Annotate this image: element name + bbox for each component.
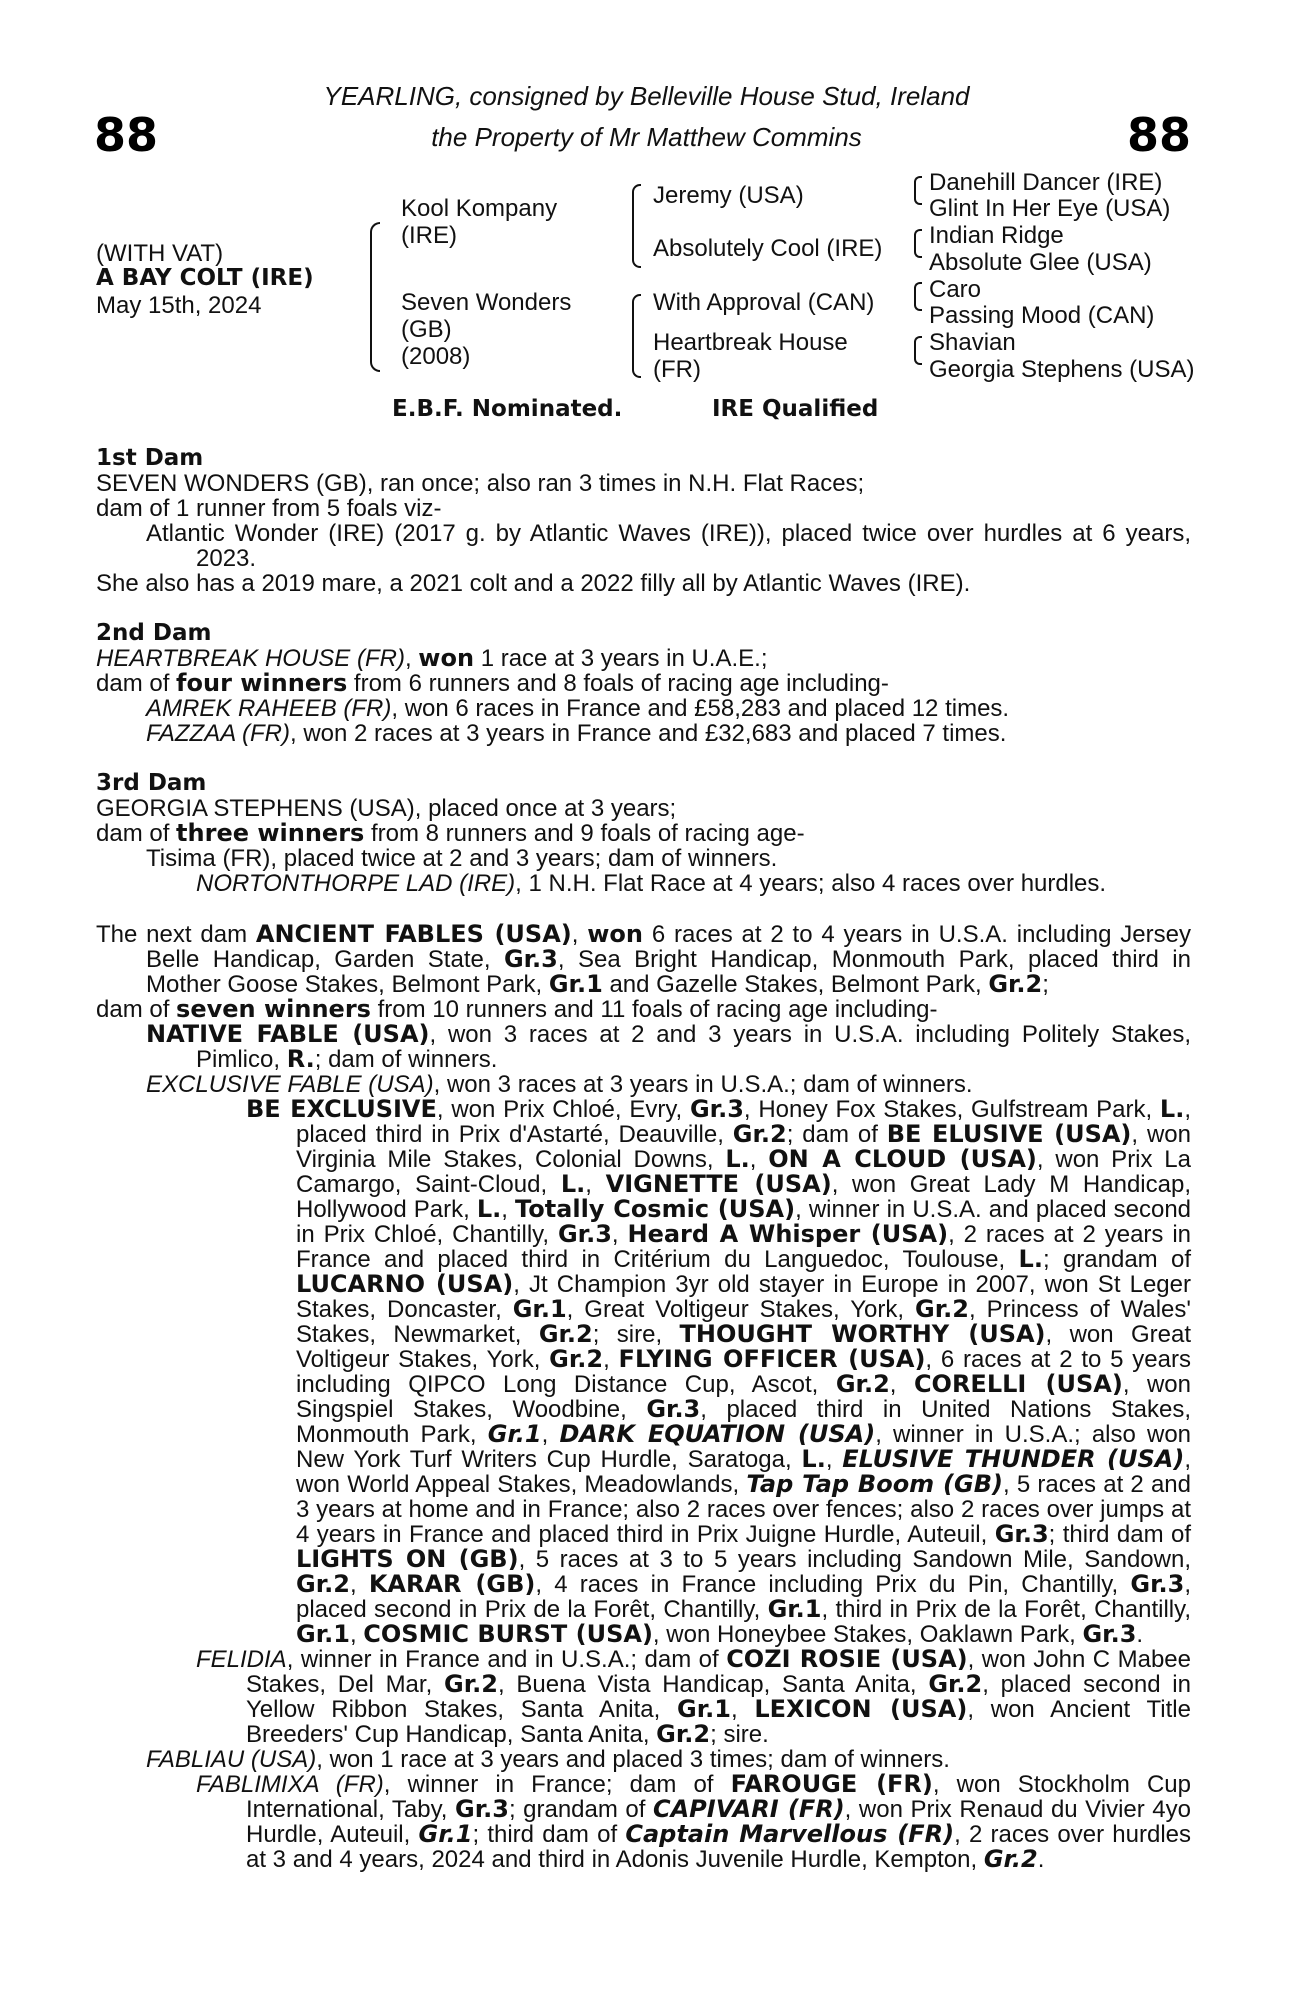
pedigree-g7: Shavian	[929, 329, 1016, 356]
felidia-paragraph: FELIDIA, winner in France and in U.S.A.; dam of COZI ROSIE (USA), won John C Mabee Stakes, Del Mar, Gr.2, Buena Vista Handicap, Santa Anita, Gr.2, placed second in Yellow Ribbon Stakes, Santa Anita, Gr.1, LEXICON (USA), won Ancient Title Breeders' Cup Handicap, Santa Anita, Gr.2; sire.	[196, 1645, 1191, 1748]
dam2-progeny: AMREK RAHEEB (FR), won 6 races in France and £58,283 and placed 12 times.	[146, 695, 1010, 722]
dam1-line: dam of 1 runner from 5 foals viz-	[96, 495, 442, 522]
dam2-line: dam of four winners from 6 runners and 8 foals of racing age including-	[96, 669, 889, 697]
pedigree-brace-g4	[914, 336, 922, 365]
dam3-heading: 3rd Dam	[96, 770, 207, 796]
dam2-line: HEARTBREAK HOUSE (FR), won 1 race at 3 years in U.A.E.;	[96, 644, 768, 672]
pedigree-sire-dam: Absolutely Cool (IRE)	[653, 235, 883, 262]
next-dam-progeny: EXCLUSIVE FABLE (USA), won 3 races at 3 years in U.S.A.; dam of winners.	[146, 1071, 973, 1098]
next-dam-intro: The next dam ANCIENT FABLES (USA), won 6 races at 2 to 4 years in U.S.A. including Jersey Belle Handicap, Garden State, Gr.3, Sea Bright Handicap, Monmouth Park, placed third in Mother Goose Stakes, Belmont Park, Gr.1 and Gazelle Stakes, Belmont Park, Gr.2;	[96, 920, 1191, 998]
dam1-heading: 1st Dam	[96, 445, 204, 471]
pedigree-brace-g2	[914, 229, 922, 258]
dam1-progeny: Atlantic Wonder (IRE) (2017 g. by Atlantic Waves (IRE)), placed twice over hurdles at 6 years, 2023.	[146, 520, 1191, 572]
catalogue-body	[96, 446, 1191, 1872]
dam3-line: GEORGIA STEPHENS (USA), placed once at 3 years;	[96, 795, 677, 822]
dam2-progeny: FAZZAA (FR), won 2 races at 3 years in France and £32,683 and placed 7 times.	[146, 720, 1007, 747]
pedigree-dam-sire: With Approval (CAN)	[653, 289, 875, 316]
pedigree-g8: Georgia Stephens (USA)	[929, 356, 1195, 383]
pedigree-brace-g1	[914, 176, 922, 205]
property-line: the Property of Mr Matthew Commins	[431, 122, 862, 152]
foaling-date: May 15th, 2024	[96, 292, 262, 319]
consignor-line: YEARLING, consigned by Belleville House Stud, Ireland	[323, 81, 970, 111]
next-dam-line: dam of seven winners from 10 runners and 11 foals of racing age including-	[96, 995, 938, 1023]
dam3-progeny: Tisima (FR), placed twice at 2 and 3 years; dam of winners.	[146, 845, 778, 872]
dam2-heading: 2nd Dam	[96, 620, 212, 646]
be-exclusive-paragraph: BE EXCLUSIVE, won Prix Chloé, Evry, Gr.3, Honey Fox Stakes, Gulfstream Park, L., placed third in Prix d'Astarté, Deauville, Gr.2; dam of BE ELUSIVE (USA), won Virginia Mile Stakes, Colonial Downs, L., ON A CLOUD (USA), won Prix La Camargo, Saint-Cloud, L., VIGNETTE (USA), won Great Lady M Handicap, Hollywood Park, L., Totally Cosmic (USA), winner in U.S.A. and placed second in Prix Chloé, Chantilly, Gr.3, Heard A Whisper (USA), 2 races at 2 years in France and placed third in Critérium du Languedoc, Toulouse, L.; grandam of LUCARNO (USA), Jt Champion 3yr old stayer in Europe in 2007, won St Leger Stakes, Doncaster, Gr.1, Great Voltigeur Stakes, York, Gr.2, Princess of Wales' Stakes, Newmarket, Gr.2; sire, THOUGHT WORTHY (USA), won Great Voltigeur Stakes, York, Gr.2, FLYING OFFICER (USA), 6 races at 2 to 5 years including QIPCO Long Distance Cup, Ascot, Gr.2, CORELLI (USA), won Singspiel Stakes, Woodbine, Gr.3, placed third in United Nations Stakes, Monmouth Park, Gr.1, DARK EQUATION (USA), winner in U.S.A.; also won New York Turf Writers Cup Hurdle, Saratoga, L., ELUSIVE THUNDER (USA), won World Appeal Stakes, Meadowlands, Tap Tap Boom (GB), 5 races at 2 and 3 years at home and in France; also 2 races over fences; also 2 races over jumps at 4 years in France and placed third in Prix Juigne Hurdle, Auteuil, Gr.3; third dam of LIGHTS ON (GB), 5 races at 3 to 5 years including Sandown Mile, Sandown, Gr.2, KARAR (GB), 4 races in France including Prix du Pin, Chantilly, Gr.3, placed second in Prix de la Forêt, Chantilly, Gr.1, third in Prix de la Forêt, Chantilly, Gr.1, COSMIC BURST (USA), won Honeybee Stakes, Oaklawn Park, Gr.3.	[246, 1095, 1192, 1648]
pedigree-g2: Glint In Her Eye (USA)	[929, 195, 1171, 222]
pedigree-brace-parents	[370, 222, 380, 372]
lot-number-left: 88	[94, 108, 159, 162]
vat-label: (WITH VAT)	[96, 240, 224, 267]
pedigree-dam-dam: Heartbreak House (FR)	[653, 329, 848, 383]
pedigree-g6: Passing Mood (CAN)	[929, 302, 1155, 329]
pedigree-g4: Absolute Glee (USA)	[929, 249, 1152, 276]
pedigree-sire: Kool Kompany (IRE)	[401, 195, 558, 249]
fabliau-paragraph: FABLIAU (USA), won 1 race at 3 years and placed 3 times; dam of winners.	[146, 1746, 950, 1773]
dam3-line: dam of three winners from 8 runners and 9 foals of racing age-	[96, 819, 805, 847]
pedigree-g3: Indian Ridge	[929, 222, 1064, 249]
next-dam-progeny: NATIVE FABLE (USA), won 3 races at 2 and 3 years in U.S.A. including Politely Stakes, Pimlico, R.; dam of winners.	[146, 1020, 1192, 1073]
pedigree-g1: Danehill Dancer (IRE)	[929, 169, 1163, 196]
ebf-badge: E.B.F. Nominated.	[392, 396, 623, 422]
horse-name: A BAY COLT (IRE)	[96, 265, 314, 291]
dam1-line: SEVEN WONDERS (GB), ran once; also ran 3 times in N.H. Flat Races;	[96, 470, 865, 497]
fablimixa-paragraph: FABLIMIXA (FR), winner in France; dam of FAROUGE (FR), won Stockholm Cup International, Taby, Gr.3; grandam of CAPIVARI (FR), won Prix Renaud du Vivier 4yo Hurdle, Auteuil, Gr.1; third dam of Captain Marvellous (FR), 2 races over hurdles at 3 and 4 years, 2024 and third in Adonis Juvenile Hurdle, Kempton, Gr.2.	[196, 1770, 1191, 1873]
pedigree-brace-dam-line	[632, 294, 641, 378]
pedigree-g5: Caro	[929, 276, 982, 303]
dam1-line: She also has a 2019 mare, a 2021 colt and a 2022 filly all by Atlantic Waves (IRE).	[96, 570, 971, 597]
pedigree-brace-sire-line	[632, 184, 641, 268]
ire-badge: IRE Qualified	[712, 396, 879, 422]
dam2-name: HEARTBREAK HOUSE (FR)	[96, 645, 405, 672]
pedigree-sire-sire: Jeremy (USA)	[653, 182, 804, 209]
dam3-grand-progeny: NORTONTHORPE LAD (IRE), 1 N.H. Flat Race at 4 years; also 4 races over hurdles.	[196, 870, 1107, 897]
lot-number-right: 88	[1126, 108, 1191, 162]
pedigree-dam: Seven Wonders (GB) (2008)	[401, 289, 572, 370]
pedigree-brace-g3	[914, 282, 922, 311]
